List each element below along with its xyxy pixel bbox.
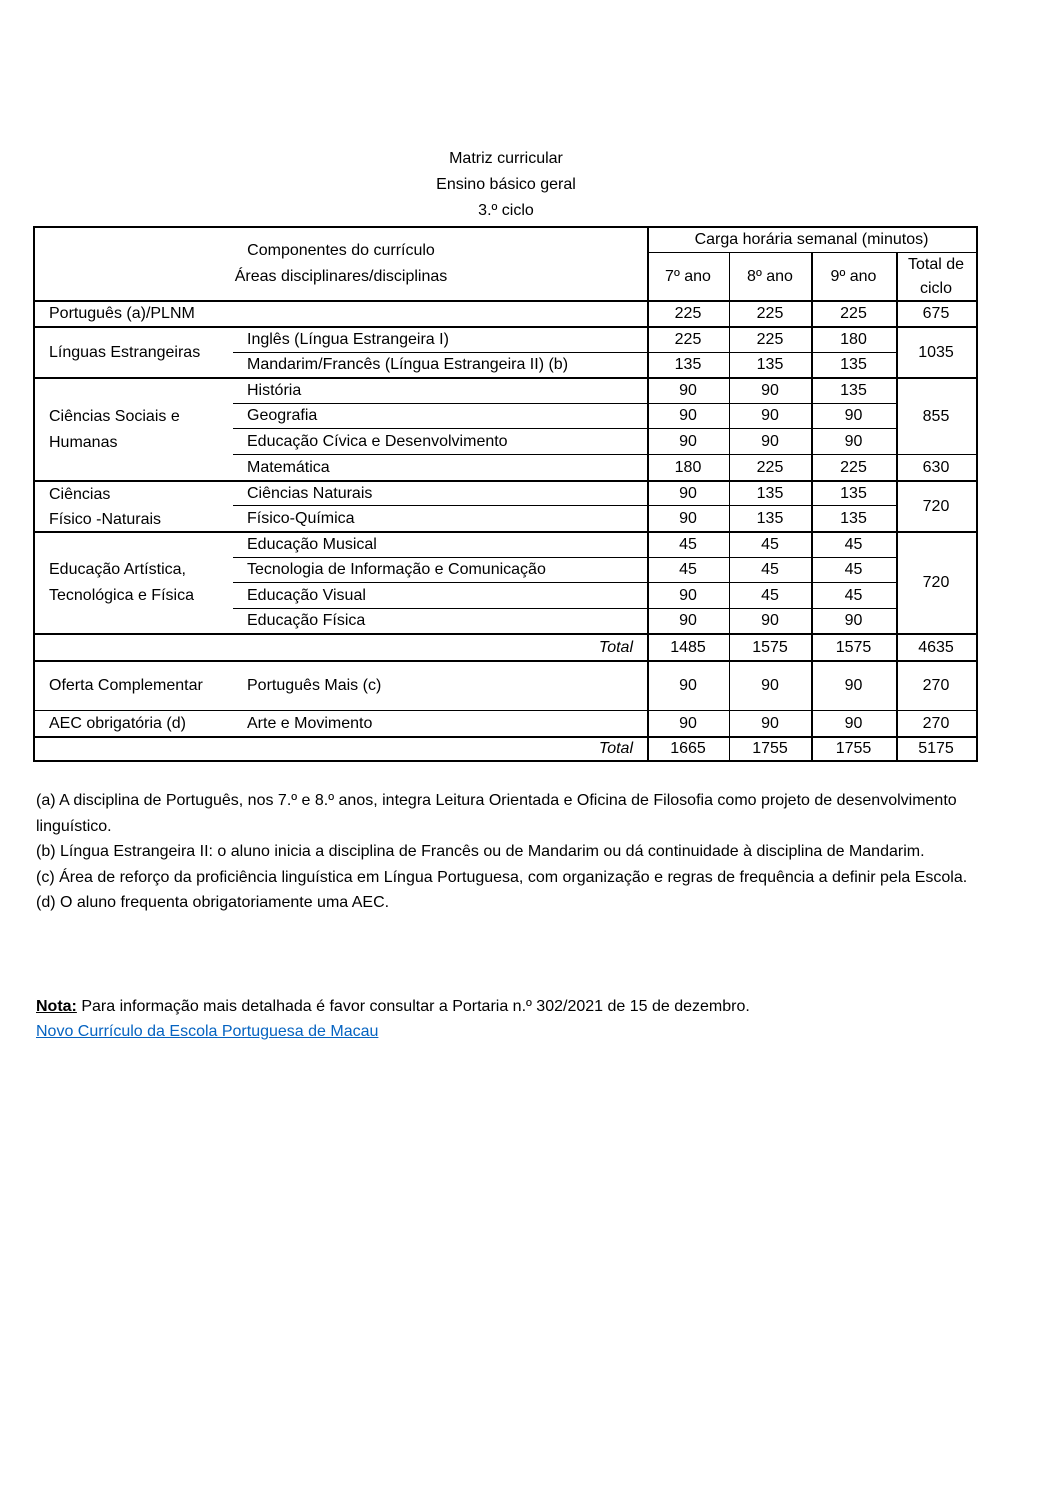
cell-value: 225: [674, 305, 702, 322]
footnote-d: (d) O aluno frequenta obrigatoriamente uma AEC.: [36, 894, 390, 911]
cell-value: 135: [756, 356, 784, 373]
cell-total: 270: [922, 714, 950, 732]
curriculum-table: [33, 226, 978, 762]
cell-value: 45: [844, 536, 863, 553]
cell-value: 90: [761, 714, 779, 732]
cell-value: 90: [679, 407, 697, 424]
grand-total-label: Total: [598, 740, 633, 757]
area-portugues: Português (a)/PLNM: [49, 305, 195, 322]
cell-value: 90: [844, 714, 863, 732]
header-components-line2: Áreas disciplinares/disciplinas: [234, 268, 448, 285]
discipline-mandarim-frances: Mandarim/Francês (Língua Estrangeira II) (b): [247, 356, 569, 373]
cell-value: 135: [674, 356, 702, 373]
discipline-ciencias-naturais: Ciências Naturais: [247, 484, 373, 502]
cell-value: 45: [761, 536, 779, 553]
cell-value: 135: [756, 509, 784, 527]
discipline-portugues-mais: Português Mais (c): [247, 677, 382, 694]
cell-value: 90: [679, 714, 697, 732]
subtotal-8: 1575: [752, 638, 788, 656]
area-aec-obrigatoria: AEC obrigatória (d): [49, 714, 186, 732]
footnote-a: (a) A disciplina de Português, nos 7.º e 8.º anos, integra Leitura Orientada e Oficina de Filosofia como projeto de desenvolvimento linguístico.: [36, 792, 957, 835]
cell-value: 135: [840, 484, 867, 502]
cell-value: 135: [840, 509, 867, 527]
cell-value: 225: [840, 305, 867, 322]
header-cycle-total: [896, 253, 976, 300]
cell-value: 45: [761, 586, 779, 604]
area-linguas-estrangeiras: Línguas Estrangeiras: [49, 343, 201, 361]
grand-total-8: 1755: [752, 740, 788, 757]
grand-total-7: 1665: [670, 740, 706, 757]
cell-value: 90: [761, 382, 779, 399]
cell-value: 45: [844, 561, 863, 578]
cell-value: 225: [756, 458, 784, 476]
curriculum-link[interactable]: Novo Currículo da Escola Portuguesa de Macau: [36, 1023, 379, 1040]
subtotal-7: 1485: [670, 638, 706, 656]
area-ciencias-fisico-naturais: [35, 482, 233, 531]
area-label-line: Físico -Naturais: [49, 510, 162, 528]
subtotal-9: 1575: [835, 638, 872, 656]
area-label-line: Educação Artística,: [49, 561, 186, 578]
area-label-line: Ciências: [49, 485, 111, 503]
cell-total: 720: [922, 497, 950, 515]
footnote-c: (c) Área de reforço da proficiência linguística em Língua Portuguesa, com organização e regras de frequência a definir pela Escola.: [36, 868, 968, 886]
area-oferta-complementar: Oferta Complementar: [49, 677, 203, 694]
header-components-line1: Componentes do currículo: [247, 242, 435, 259]
cell-total: 855: [922, 407, 950, 425]
cell-value: 225: [840, 458, 867, 476]
note-text: Para informação mais detalhada é favor consultar a Portaria n.º 302/2021 de 15 de dezembro.: [76, 998, 750, 1015]
cell-value: 180: [674, 458, 702, 476]
note-paragraph: [36, 994, 750, 1019]
area-label-line: Humanas: [49, 433, 118, 451]
cell-value: 135: [840, 382, 867, 399]
grand-total-9: 1755: [835, 740, 872, 757]
cell-value: 45: [679, 536, 697, 553]
discipline-educacao-musical: Educação Musical: [247, 536, 377, 553]
discipline-ingles: Inglês (Língua Estrangeira I): [247, 331, 449, 348]
area-ciencias-sociais-humanas: [35, 379, 233, 480]
area-label-line: Tecnológica e Física: [49, 587, 194, 604]
discipline-educacao-fisica: Educação Física: [247, 612, 366, 629]
document-cycle: 3.º ciclo: [478, 202, 534, 219]
subtotal-label: Total: [598, 638, 633, 656]
cell-value: 90: [844, 612, 863, 629]
header-cycle-total-line2: ciclo: [919, 279, 952, 297]
cell-value: 90: [679, 586, 697, 604]
cell-value: 135: [840, 356, 867, 373]
discipline-historia: História: [247, 382, 302, 399]
footnote-b: (b) Língua Estrangeira II: o aluno inicia a disciplina de Francês ou de Mandarim ou dá continuidade à disciplina de Mandarim.: [36, 843, 925, 860]
area-label-line: Ciências Sociais e: [49, 407, 180, 425]
cell-value: 90: [844, 432, 863, 450]
cell-value: 45: [844, 586, 863, 604]
header-components: [35, 228, 647, 300]
cell-total: 720: [922, 574, 950, 591]
cell-value: 90: [679, 432, 697, 450]
discipline-arte-movimento: Arte e Movimento: [247, 714, 373, 732]
cell-value: 90: [844, 407, 863, 424]
cell-value: 90: [679, 484, 697, 502]
header-year-9: 9º ano: [830, 267, 877, 285]
header-cycle-total-line1: Total de: [907, 255, 965, 273]
header-year-8: 8º ano: [747, 267, 793, 285]
cell-value: 90: [761, 407, 779, 424]
discipline-matematica: Matemática: [247, 458, 330, 476]
document-subtitle: Ensino básico geral: [436, 176, 576, 193]
discipline-tic: Tecnologia de Informação e Comunicação: [247, 561, 546, 578]
cell-value: 90: [761, 677, 779, 694]
note-label: Nota:: [36, 998, 77, 1015]
document-title: Matriz curricular: [449, 150, 563, 167]
cell-value: 135: [756, 484, 784, 502]
cell-value: 90: [844, 677, 863, 694]
cell-value: 45: [679, 561, 697, 578]
header-year-7: 7º ano: [665, 267, 711, 285]
discipline-educacao-civica: Educação Cívica e Desenvolvimento: [247, 432, 508, 450]
cell-total: 1035: [918, 343, 954, 361]
discipline-educacao-visual: Educação Visual: [247, 586, 366, 604]
cell-value: 90: [679, 612, 697, 629]
cell-value: 90: [679, 677, 697, 694]
cell-total: 675: [922, 305, 950, 322]
cell-value: 225: [674, 331, 702, 348]
subtotal-total: 4635: [918, 638, 954, 656]
header-weekly-load: Carga horária semanal (minutos): [694, 231, 929, 248]
cell-value: 225: [756, 305, 784, 322]
cell-total: 630: [922, 458, 950, 476]
cell-value: 90: [679, 509, 697, 527]
area-educacao-artistica: [35, 533, 233, 633]
footnotes: [36, 788, 986, 916]
cell-value: 90: [761, 612, 779, 629]
cell-value: 225: [756, 331, 784, 348]
cell-value: 180: [840, 331, 867, 348]
cell-total: 270: [922, 677, 950, 694]
discipline-geografia: Geografia: [247, 407, 318, 424]
cell-value: 90: [679, 382, 697, 399]
discipline-fisico-quimica: Físico-Química: [247, 509, 355, 527]
cell-value: 90: [761, 432, 779, 450]
grand-total-total: 5175: [918, 740, 954, 757]
cell-value: 45: [761, 561, 779, 578]
